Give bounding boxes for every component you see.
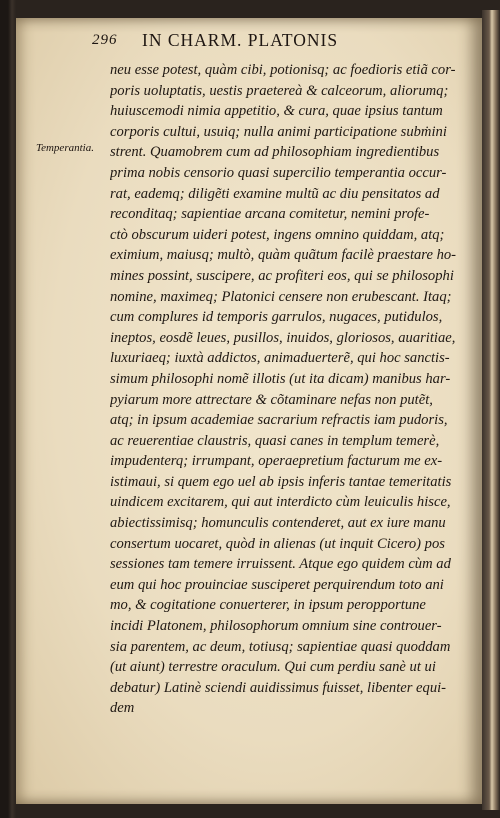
- text-line: reconditaq; sapientiae arcana comitetur, nemini profe-: [110, 206, 430, 223]
- text-line: pyiarum more attrectare & cõtaminare nefas non putẽt,: [110, 391, 433, 408]
- text-line: incidi Platonem, philosophorum omnium sine controuer-: [110, 618, 442, 635]
- text-line: sia parentem, ac deum, totiusq; sapientiae quasi quoddam: [110, 638, 451, 655]
- text-line: debatur) Latinè sciendi auidissimus fuisset, libenter equi-: [110, 679, 447, 696]
- text-line: ac reuerentiae claustris, quasi canes in templum temerè,: [110, 432, 440, 449]
- text-line: eum qui hoc prouinciae susciperet perquirendum toto ani: [110, 576, 444, 593]
- text-line: impudenterq; irrumpant, operaepretium facturum me ex-: [110, 453, 443, 470]
- text-line: poris uoluptatis, uestis praetereà & calceorum, aliorumq;: [110, 82, 449, 99]
- book-fore-edge: [482, 10, 500, 810]
- text-line: mo, & cogitatione conuerterer, in ipsum peropportune: [110, 597, 426, 614]
- text-line: istimaui, si quem ego uel ab ipsis inferis tantae temeritatis: [110, 473, 452, 490]
- text-line: strent. Quamobrem cum ad philosophiam ingredientibus: [110, 144, 440, 161]
- body-text: [110, 60, 470, 719]
- page-number: 296: [92, 32, 118, 48]
- text-line: ctò obscurum uideri potest, ingens omnino quiddam, atq;: [110, 226, 445, 243]
- text-line: (ut aiunt) terrestre oraculum. Qui cum perdiu sanè ut ui: [110, 659, 436, 676]
- text-line: simum philosophi nomẽ illotis (ut ita dicam) manibus har-: [110, 370, 451, 387]
- text-line: neu esse potest, quàm cibi, potionisq; ac foedioris etiã cor-: [110, 62, 456, 78]
- text-line: nomine, maximeq; Platonici censere non erubescant. Itaq;: [110, 288, 452, 305]
- text-line: rat, eademq; diligẽti examine multũ ac diu pensitatos ad: [110, 185, 440, 202]
- text-line: cum complures id temporis garrulos, nugaces, putidulos,: [110, 309, 443, 326]
- text-line: atq; in ipsum academiae sacrarium refractis iam pudoris,: [110, 412, 448, 429]
- text-line: huiuscemodi nimia appetitio, & cura, quae ipsius tantum: [110, 103, 443, 120]
- text-line: ineptos, eosdẽ leues, pusillos, inuidos, gloriosos, auaritiae,: [110, 329, 456, 346]
- running-header: [92, 30, 472, 56]
- text-line: prima nobis censorio quasi supercilio temperantia occur-: [110, 164, 447, 181]
- running-title: IN CHARM. PLATONIS: [142, 30, 339, 50]
- text-line: sessiones tam temere irruissent. Atque ego quidem cùm ad: [110, 556, 451, 573]
- text-line: consertum uocaret, quòd in alienas (ut inquit Cicero) pos: [110, 535, 445, 552]
- text-line: abiectissimisq; homunculis contenderet, aut ex iure manu: [110, 515, 446, 532]
- text-line: corporis cultui, usuiq; nulla animi participatione subṁini: [110, 123, 447, 140]
- text-line: luxuriaeq; iuxtà addictos, animaduerterẽ, qui hoc sanctis-: [110, 350, 450, 367]
- text-line: eximium, maiusq; multò, quàm quãtum facilè praestare ho-: [110, 247, 457, 264]
- text-line: uindicem excitarem, qui aut interdicto cùm leuiculis hisce,: [110, 494, 451, 511]
- margin-note: Temperantia.: [36, 142, 94, 154]
- text-line: mines possint, suscipere, ac profiteri eos, qui se philosophi: [110, 267, 454, 284]
- text-line: dem: [110, 700, 135, 717]
